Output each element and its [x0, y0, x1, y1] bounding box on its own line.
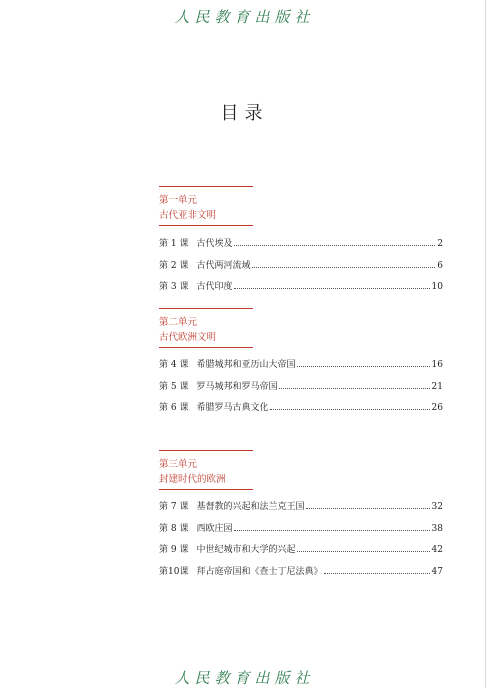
publisher-logo-top: 人民教育出版社: [174, 8, 315, 26]
page-number: 21: [431, 381, 443, 392]
lesson-number: 第 8 课: [159, 523, 189, 534]
lesson-number: 第 6 课: [159, 403, 189, 413]
lesson-number: 第 2 课: [159, 260, 189, 271]
page-number: 47: [431, 566, 443, 577]
page-number: 16: [431, 360, 443, 370]
page-number: 6: [437, 260, 443, 271]
unit-rule-top: [159, 308, 253, 309]
unit-header-3: [159, 450, 449, 490]
unit-name: 古代亚非文明: [159, 210, 217, 221]
lesson-list-3: [159, 499, 443, 585]
page-number: 42: [431, 545, 443, 555]
toc-entry-lesson-10[interactable]: [159, 564, 443, 586]
lesson-title: 拜占庭帝国和《查士丁尼法典》: [196, 566, 323, 577]
page-number: 26: [431, 403, 443, 413]
unit-number: 第一单元: [159, 195, 198, 206]
lesson-list-2: [159, 357, 443, 422]
unit-name: 古代欧洲文明: [159, 332, 217, 343]
page-number: 38: [431, 523, 443, 534]
lesson-title: 罗马城邦和罗马帝国: [196, 381, 278, 392]
dot-leader: [297, 551, 429, 552]
toc-entry-lesson-2[interactable]: [159, 258, 443, 280]
toc-entry-lesson-4[interactable]: [159, 357, 443, 379]
lesson-title: 希腊城邦和亚历山大帝国: [196, 360, 296, 370]
unit-number: 第三单元: [159, 459, 198, 470]
unit-rule-top: [159, 450, 253, 451]
dot-leader: [270, 409, 429, 410]
lesson-title: 西欧庄园: [196, 523, 233, 534]
unit-rule-bottom: [159, 489, 253, 490]
unit-header-1: [159, 186, 449, 226]
page-title: 目录: [220, 103, 269, 124]
lesson-number: 第 1 课: [159, 239, 189, 249]
lesson-title: 古代埃及: [196, 239, 233, 249]
dot-leader: [297, 366, 429, 367]
toc-entry-lesson-6[interactable]: [159, 400, 443, 422]
lesson-number: 第 3 课: [159, 282, 189, 292]
lesson-title: 希腊罗马古典文化: [196, 403, 269, 413]
toc-entry-lesson-3[interactable]: [159, 279, 443, 301]
toc-entry-lesson-8[interactable]: [159, 521, 443, 543]
dot-leader: [234, 245, 435, 246]
toc-entry-lesson-5[interactable]: [159, 379, 443, 401]
lesson-list-1: [159, 236, 443, 301]
unit-rule-bottom: [159, 225, 253, 226]
dot-leader: [306, 508, 429, 509]
dot-leader: [252, 267, 435, 268]
lesson-number: 第 5 课: [159, 381, 189, 392]
lesson-number: 第 4 课: [159, 360, 189, 370]
lesson-title: 古代印度: [196, 282, 233, 292]
unit-name: 封建时代的欧洲: [159, 474, 226, 485]
dot-leader: [234, 530, 429, 531]
page-number: 32: [431, 502, 443, 512]
page-number: 2: [437, 239, 443, 249]
toc-entry-lesson-7[interactable]: [159, 499, 443, 521]
lesson-number: 第10课: [159, 566, 189, 577]
dot-leader: [234, 288, 429, 289]
toc-entry-lesson-1[interactable]: [159, 236, 443, 258]
page-number: 10: [431, 282, 443, 292]
lesson-title: 中世纪城市和大学的兴起: [196, 545, 296, 555]
unit-number: 第二单元: [159, 317, 198, 328]
lesson-number: 第 9 课: [159, 545, 189, 555]
lesson-title: 基督教的兴起和法兰克王国: [196, 502, 305, 512]
page-edge-divider: [485, 0, 486, 688]
unit-rule-top: [159, 186, 253, 187]
unit-header-2: [159, 308, 449, 348]
publisher-logo-bottom: 人民教育出版社: [174, 669, 315, 687]
lesson-title: 古代两河流域: [196, 260, 251, 271]
lesson-number: 第 7 课: [159, 502, 189, 512]
dot-leader: [279, 388, 429, 389]
unit-rule-bottom: [159, 347, 253, 348]
toc-entry-lesson-9[interactable]: [159, 542, 443, 564]
dot-leader: [324, 573, 429, 574]
